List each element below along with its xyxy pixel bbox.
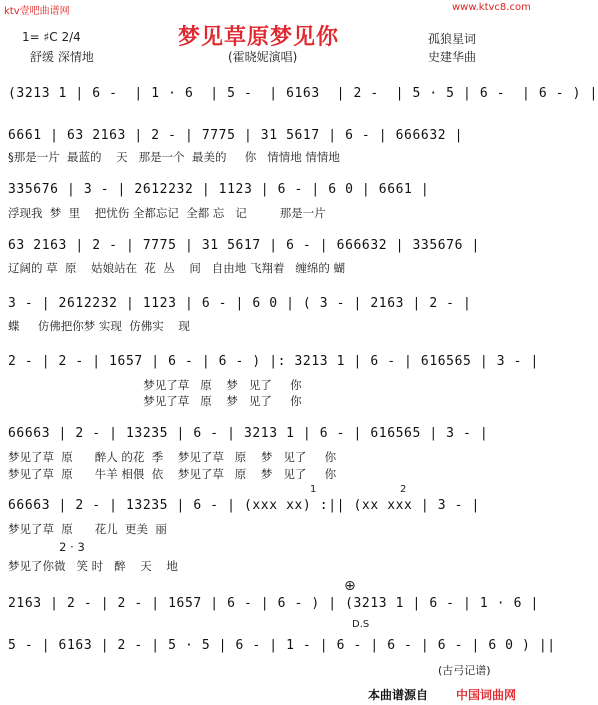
song-title: 梦见草原梦见你 (178, 25, 340, 50)
lyric-line: 辽阔的 草 原 姑娘站在 花 丛 间 自由地 飞翔着 缠绵的 蝴 (8, 261, 346, 275)
footer-source-label: 本曲谱源自 (368, 688, 429, 702)
score-row-7: 66663 | 2 - | 13235 | 6 - | 3213 1 | 6 - | 616565 | 3 - | (8, 426, 489, 441)
key-signature: 1= ♯C 2/4 (22, 30, 81, 44)
lyric-line: 浮现我 梦 里 把忧伤 全都忘记 全都 忘 记 那是一片 (8, 206, 326, 220)
lyric-line: 2 · 3 (8, 540, 85, 554)
score-row-8: 66663 | 2 - | 13235 | 6 - | (xxx xx) :|| (xx xxx | 3 - | (8, 498, 480, 513)
score-row-10: 5 - | 6163 | 2 - | 5 · 5 | 6 - | 1 - | 6 - | 6 - | 6 - | 6 0 ) || (8, 638, 556, 653)
lyric-line: 梦见了草 原 梦 见了 你 (8, 394, 302, 408)
lyric-line: 梦见了草 原 花儿 更美 丽 (8, 522, 167, 536)
watermark-left: ktv壹吧曲谱网 (4, 6, 70, 17)
transcriber-credit: (古弓记谱) (438, 664, 491, 677)
tempo-mood: 舒缓 深情地 (30, 50, 94, 64)
lyric-line: 蝶 仿佛把你梦 实现 仿佛实 现 (8, 319, 190, 333)
lyricist-credit: 孤狼星词 (428, 32, 477, 46)
score-row-2: 6661 | 63 2163 | 2 - | 7775 | 31 5617 | 6 - | 666632 | (8, 128, 464, 143)
volta-1-mark: 1 (310, 484, 317, 495)
volta-2-mark: 2 (400, 484, 407, 495)
score-row-9: 2163 | 2 - | 2 - | 1657 | 6 - | 6 - ) | (3213 1 | 6 - | 1 · 6 | (8, 596, 539, 611)
composer-credit: 史建华曲 (428, 50, 477, 64)
segno-icon: ⊕ (344, 578, 356, 594)
singer-credit: (霍晓妮演唱) (228, 50, 298, 64)
lyric-line: 梦见了草 原 梦 见了 你 (8, 378, 302, 392)
lyric-line: 梦见了草 原 醉人 的花 季 梦见了草 原 梦 见了 你 (8, 450, 337, 464)
lyric-line: §那是一片 最蓝的 天 那是一个 最美的 你 情情地 情情地 (8, 150, 340, 164)
score-row-3: 335676 | 3 - | 2612232 | 1123 | 6 - | 6 0 | 6661 | (8, 182, 430, 197)
lyric-line: 梦见了草 原 牛羊 相偎 依 梦见了草 原 梦 见了 你 (8, 467, 337, 481)
score-row-4: 63 2163 | 2 - | 7775 | 31 5617 | 6 - | 666632 | 335676 | (8, 238, 480, 253)
footer-site-link[interactable]: 中国词曲网 (456, 688, 517, 702)
lyric-line: 梦见了你微 笑 时 醉 天 地 (8, 559, 178, 573)
ds-mark: D.S (352, 619, 370, 630)
watermark-right: www.ktvc8.com (452, 2, 531, 13)
score-row-6: 2 - | 2 - | 1657 | 6 - | 6 - ) |: 3213 1 | 6 - | 616565 | 3 - | (8, 354, 539, 369)
score-row-1: (3213 1 | 6 - | 1 · 6 | 5 - | 6163 | 2 - | 5 · 5 | 6 - | 6 - ) | (8, 86, 598, 101)
score-row-5: 3 - | 2612232 | 1123 | 6 - | 6 0 | ( 3 - | 2163 | 2 - | (8, 296, 472, 311)
